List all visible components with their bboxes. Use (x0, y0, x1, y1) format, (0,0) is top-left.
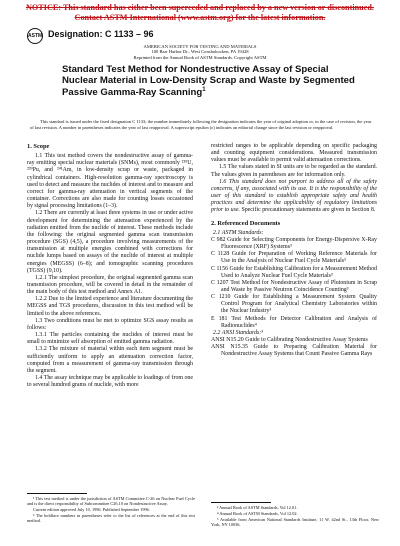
footnote: ³ Annual Book of ASTM Standards, Vol 12.01. (217, 505, 298, 510)
subheading-astm-standards: 2.1 ASTM Standards: (213, 229, 264, 236)
reference-item: C 1207 Test Method for Nondestructive Assay of Plutonium in Scrap and Waste by Passive Neutron Coincidence Counting³ (211, 279, 377, 293)
paragraph: 1.2 There are currently at least three systems in use or under active development for determining the attenuation experienced by the radiation emitted from the nuclide of interest. These methods include the following: the original segmented gamma scan transmission procedure (SGS) (4,5), a procedure involving measurements of the transmission at multiple energies combined with corrections for nuclide lumps based on assays of the nuclide of interest at multiple energies (MEGSS) (6–8); and tomographic scanning procedures (TGSS) (9,10). (27, 210, 193, 274)
footnote: Current edition approved July 10, 1996. Published September 1996. (33, 507, 150, 513)
right-footnotes (211, 505, 379, 528)
society-block (0, 44, 400, 60)
society-line: AMERICAN SOCIETY FOR TESTING AND MATERIALS (143, 44, 257, 49)
notice-line-1: NOTICE: This standard has either been superceded and replaced by a new version or discontinued. (26, 3, 374, 12)
footnote: ² The boldface numbers in parentheses refer to the list of references at the end of this test method. (27, 512, 195, 524)
reference-item: E 181 Test Methods for Detector Calibration and Analysis of Radionuclides⁴ (211, 315, 377, 329)
reference-item: ANSI N15.20 Guide to Calibrating Nondestructive Assay Systems (211, 337, 368, 344)
reference-item: C 1210 Guide for Establishing a Measurement System Quality Control Program for Analytical Chemistry Laboratories within the Nuclear Industry³ (211, 294, 377, 315)
section-heading-referenced-documents: 2. Referenced Documents (211, 219, 281, 227)
paragraph: 1.3.2 The mixture of material within each item segment must be sufficiently uniform to apply an attenuation correction factor, computed from a measurement of gamma-ray transmission through the segment. (27, 346, 193, 374)
paragraph: 1.5 The values stated in SI units are to be regarded as the standard. The values given in parentheses are for information only. (211, 164, 377, 178)
paragraph: 1.1 This test method covers the nondestructive assay of gamma-ray emitting special nuclear materials (SNMs), most commonly ²³⁵U, ²³⁹Pu, and ²⁴¹Am, in low-density scrap or waste, packaged in cylindrical containers. High-resolution gamma-ray spectroscopy is used to detect and measure the nuclides of interest and to measure and correct for gamma-ray attenuation in vertical segments of the container. Corrections are also made for counting losses occasioned by signal processing limitations (1–3). (27, 153, 193, 210)
footnote: ¹ This test method is under the jurisdiction of ASTM Committee C-26 on Nuclear Fuel Cycle and is the direct responsibility of Subcommittee C26.10 on Nondestructive Assay. (27, 496, 195, 507)
society-line: Reprinted from the Annual Book of ASTM Standards. Copyright ASTM (133, 54, 267, 60)
left-footnotes (27, 496, 195, 524)
reference-item: C 1128 Guide for Preparation of Working Reference Materials for Use in the Analysis of Nuclear Fuel Cycle Materials³ (211, 251, 377, 265)
footnote: ⁵ Available from American National Standards Institute, 11 W. 42nd St., 13th Floor, New York, NY 10036. (211, 516, 379, 527)
paragraph: 1.2.2 Due to the limited experience and literature documenting the MEGSS and TGS procedures, discussion in this test method will be limited to the above references. (27, 296, 193, 317)
paragraph: 1.2.1 The simplest procedure, the original segmented gamma scan transmission procedure, will be covered in detail in the remainder of the main body of this test method and Annex A1. (27, 274, 193, 296)
issued-note: This standard is issued under the fixed designation C 1133; the number immediately following the designation indicates the year of original adoption or, in the case of revision, the year of last revision. A number in parentheses indicates the year of last reapproval. A superscript epsilon (ε) indicates an editorial change since the last revision or reapproval. (30, 119, 372, 130)
paragraph: 1.4 The assay technique may be applicable to loadings of from one to several hundred grams of nuclide, with more (27, 375, 193, 389)
reference-item: C 1156 Guide for Establishing Calibration for a Measurement Method Used to Analyze Nuclear Fuel Cycle Materials³ (211, 265, 377, 279)
footnote-rule (211, 502, 271, 503)
document-title (62, 64, 362, 98)
paragraph: 1.3.1 The particles containing the nuclides of interest must be small to minimize self absorption of emitted gamma radiation. (27, 332, 193, 346)
safety-statement-tail: Specific precautionary statements are given in Section 8. (239, 207, 376, 214)
safety-statement: 1.6 This standard does not purport to address all of the safety concerns, if any, associated with its use. It is the responsibility of the user of this standard to establish appropriate safety and health practices and determine the applicability of regulatory limitations prior to use. (211, 178, 377, 214)
society-line: 100 Barr Harbor Dr., West Conshohocken, PA 19428 (151, 49, 249, 55)
paragraph (211, 179, 377, 215)
subheading-ansi-standards: 2.2 ANSI Standards:⁵ (213, 329, 264, 336)
title-text: Standard Test Method for Nondestructive Assay of Special Nuclear Material in Low-Density Scrap and Waste by Segmented Passive Gamma-Ray Scanning (62, 64, 355, 98)
reference-item: C 982 Guide for Selecting Components for Energy-Dispersive X-Ray Fluorescence (XRF) Systems³ (211, 236, 377, 251)
title-footnote-mark: 1 (202, 86, 206, 93)
footnote-rule (27, 493, 87, 494)
left-column (27, 143, 193, 389)
right-column (211, 143, 377, 359)
paragraph: 1.3 Two conditions must be met to optimize SGS assay results as follows: (27, 317, 193, 331)
footnote: ⁴ Annual Book of ASTM Standards, Vol 12.02. (217, 510, 298, 516)
paragraph: restricted ranges to be applicable depending on specific packaging and counting equipment considerations. Measured transmission values must be available to permit valid attenuation corrections. (211, 143, 377, 164)
reference-item: ANSI N15.35 Guide to Preparing Calibration Material for Nondestructive Assay Systems that Count Passive Gamma Rays (211, 344, 377, 358)
designation: Designation: C 1133 – 96 (48, 29, 154, 39)
supersession-notice (0, 3, 400, 23)
notice-line-2: Contact ASTM International (www.astm.org) for the latest information. (74, 13, 326, 22)
logo-text: ASTM (28, 33, 43, 39)
section-heading-scope: 1. Scope (27, 143, 50, 150)
astm-logo (27, 28, 43, 44)
